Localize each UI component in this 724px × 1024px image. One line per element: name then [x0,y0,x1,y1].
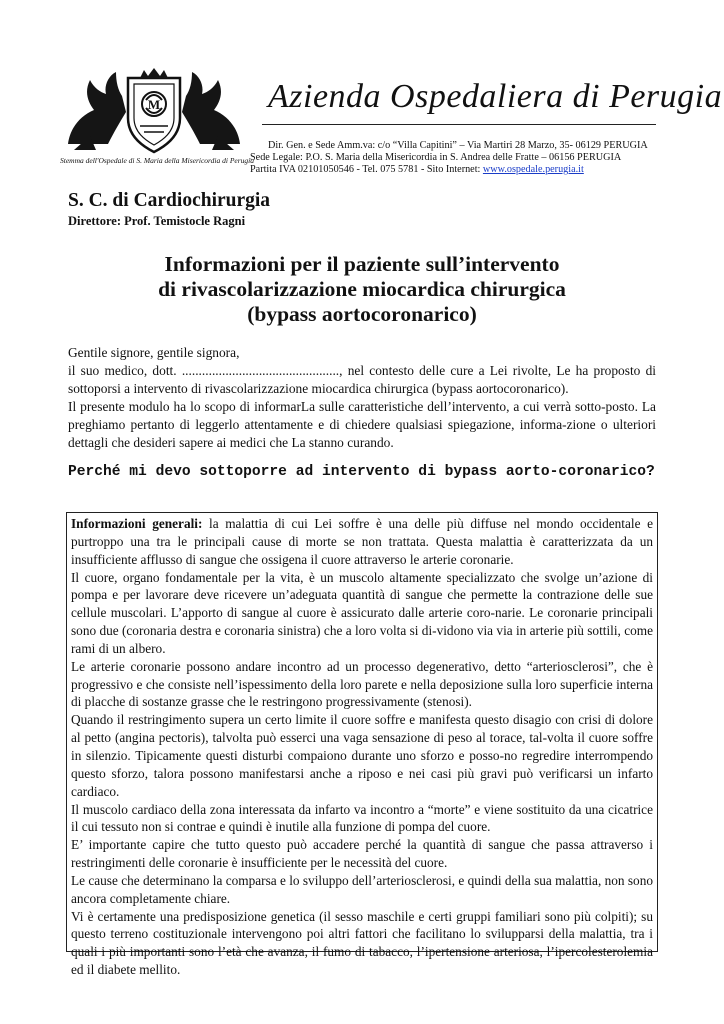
company-name: Azienda Ospedaliera di Perugia [268,78,723,115]
address-line-contacts [250,164,584,175]
info-paragraph: E’ importante capire che tutto questo può accadere perché la quantità di sangue che passa attraverso i restringimenti delle coronarie è insufficiente per le necessità del cuore. [71,837,653,871]
stemma-caption: Stemma dell'Ospedale di S. Maria della Misericordia di Perugia [60,156,255,165]
info-paragraph: Le arterie coronarie possono andare incontro ad un processo degenerativo, detto “arteriosclerosi”, che è progressivo e che consiste nell’ispessimento della loro parete e nella deposizione sulla loro superficie interna di placche di sostanze grasse che le restringono progressivamente (stenosi). [71,658,653,710]
info-paragraph: Le cause che determinano la comparsa e lo sviluppo dell’arteriosclerosi, e quindi della sua malattia, non sono ancora completamente chiare. [71,872,653,906]
svg-text:M: M [147,97,161,112]
department-director: Direttore: Prof. Temistocle Ragni [68,214,246,228]
department-name: S. C. di Cardiochirurgia [68,190,271,211]
info-paragraph: Il muscolo cardiaco della zona interessata da infarto va incontro a “morte” e viene sostituito da una cicatrice il cui tessuto non si contrae e quindi è inutile alla funzione di pompa del cuore. [71,801,653,835]
website-link[interactable]: www.ospedale.perugia.it [482,164,584,175]
info-paragraph: Quando il restringimento supera un certo limite il cuore soffre e manifesta questo disagio con crisi di dolore al petto (angina pectoris), talvolta può esserci una vaga sensazione di peso al torace, tal-volta il cuore soffre in silenzio. Tipicamente questi disturbi compaiono durante uno sforzo e posso-no regredire interrompendo questo sforzo, talora possono manifestarsi anche a riposo e nei casi più gravi può verificarsi un infarto cardiaco. [71,712,653,799]
info-paragraph-text: la malattia di cui Lei soffre è una delle più diffuse nel mondo occidentale e purtroppo una tra le principali cause di morte se non trattata. Questa malattia è caratterizzata da un insufficiente afflusso di sangue che ossigena il cuore attraverso le arterie coronarie. [71,516,653,567]
greeting: Gentile signore, gentile signora, [68,345,240,360]
title-line-1: Informazioni per il paziente sull’intervento [164,252,560,276]
document-title [60,252,664,327]
header-divider [262,124,656,125]
intro-paragraph: il suo medico, dott. ..............................................., nel contesto delle cure a Lei rivolte, Le ha proposto di sottoporsi a intervento di rivascolarizzazione miocardica chirurgica (bypass aortocoronarico). [68,363,656,396]
section-heading: Perché mi devo sottoporre ad intervento di bypass aorto-coronarico? [68,464,655,480]
info-paragraph [71,515,653,569]
info-paragraph: Il cuore, organo fondamentale per la vita, è un muscolo altamente specializzato che svolge un’azione di pompa e per lavorare deve ricevere un’adeguata quantità di sangue che permette la contrazione delle sue cellule muscolari. L’apporto di sangue al cuore è assicurato dalle arterie coro-narie. Le coronarie principali sono due (coronaria destra e coronaria sinistra) che a loro volta si di-vidono via via in arterie più sottili, come rami di un albero. [71,569,653,656]
address-line-sede-legale: Sede Legale: P.O. S. Maria della Misericordia in S. Andrea delle Fratte – 06156 PERUGIA [250,152,622,163]
hospital-coat-of-arms-icon [60,66,248,158]
address-line-direzione: Dir. Gen. e Sede Amm.va: c/o “Villa Capitini” – Via Martiri 28 Marzo, 35- 06129 PERUGIA [268,140,648,151]
intro-text [68,344,656,452]
vat-phone-text: Partita IVA 02101050546 - Tel. 075 5781 - Sito Internet: [250,164,483,175]
intro-paragraph: Il presente modulo ha lo scopo di informarLa sulle caratteristiche dell’intervento, a cui verrà sotto-posto. La preghiamo pertanto di leggerlo attentamente e di chiedere qualsiasi spiegazione, informa-zione o ulteriori dettagli che desideri sapere ai medici che La stanno curando. [68,399,656,450]
info-paragraph: Vi è certamente una predisposizione genetica (il sesso maschile e certi gruppi familiari sono più colpiti); su questo terreno costituzionale intervengono poi altri fattori che facilitano lo svilupparsi della malattia, tra i quali i più importanti sono l’età che avanza, il fumo di tabacco, l’ipertensione arteriosa, l’ipercolesterolemia ed il diabete mellito. [71,908,653,978]
title-line-3: (bypass aortocoronarico) [247,302,477,326]
info-label: Informazioni generali: [71,516,203,531]
general-info-box [66,512,658,978]
title-line-2: di rivascolarizzazione miocardica chirurgica [158,277,566,301]
